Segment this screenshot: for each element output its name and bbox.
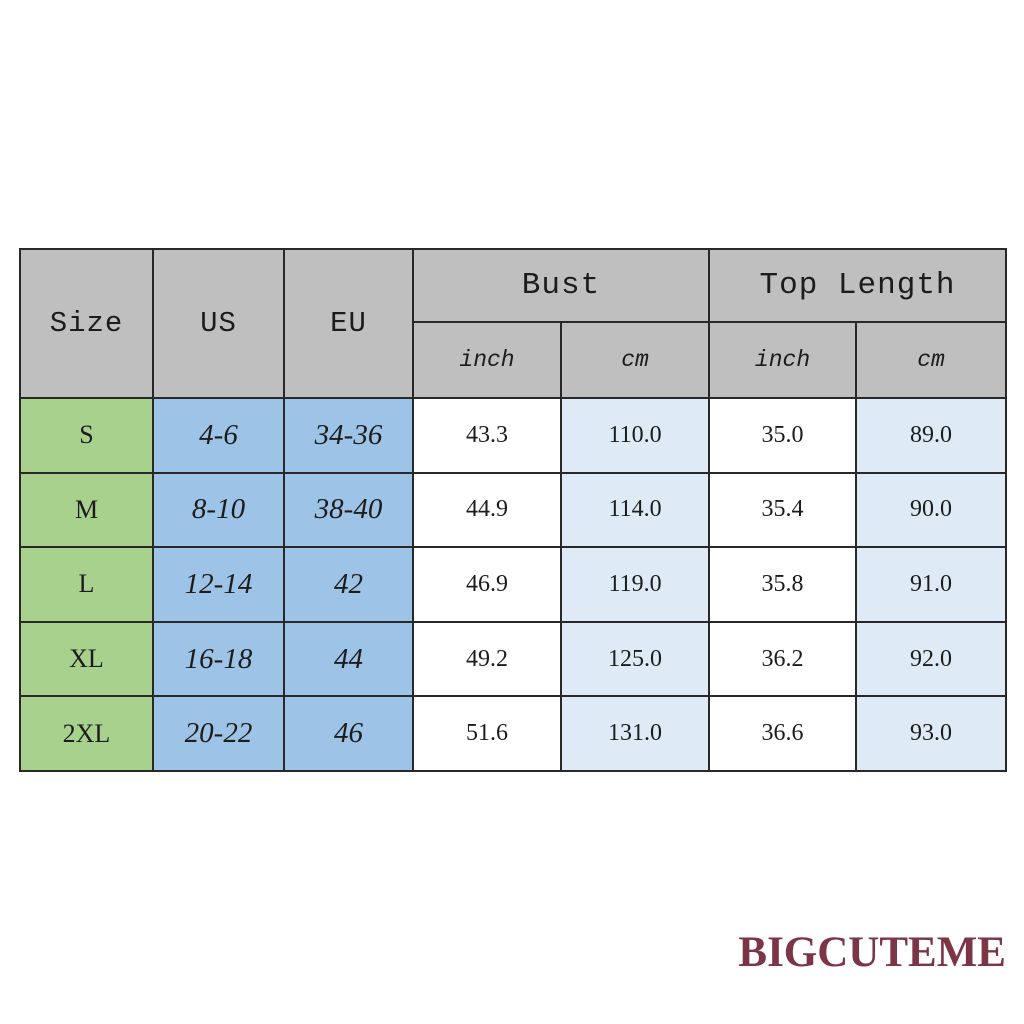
header-size: Size xyxy=(20,249,153,398)
top-length-inch-value: 36.2 xyxy=(709,622,856,697)
eu-value: 46 xyxy=(284,696,413,771)
us-value: 8-10 xyxy=(153,473,284,548)
header-eu: EU xyxy=(284,249,413,398)
header-us: US xyxy=(153,249,284,398)
size-label: XL xyxy=(20,622,153,697)
size-chart-table xyxy=(19,248,1007,772)
size-label: L xyxy=(20,547,153,622)
bust-cm-value: 131.0 xyxy=(561,696,709,771)
top-length-cm-value: 92.0 xyxy=(856,622,1006,697)
top-length-cm-value: 89.0 xyxy=(856,398,1006,473)
header-top-length-cm: cm xyxy=(856,322,1006,398)
top-length-inch-value: 36.6 xyxy=(709,696,856,771)
bust-inch-value: 51.6 xyxy=(413,696,561,771)
header-bust-inch: inch xyxy=(413,322,561,398)
header-top-length-inch: inch xyxy=(709,322,856,398)
table-row-2xl xyxy=(20,696,1006,771)
eu-value: 42 xyxy=(284,547,413,622)
header-bust: Bust xyxy=(413,249,709,322)
table-row-m xyxy=(20,473,1006,548)
top-length-cm-value: 91.0 xyxy=(856,547,1006,622)
top-length-cm-value: 93.0 xyxy=(856,696,1006,771)
header-top-length: Top Length xyxy=(709,249,1006,322)
size-label: 2XL xyxy=(20,696,153,771)
table-row-l xyxy=(20,547,1006,622)
top-length-inch-value: 35.8 xyxy=(709,547,856,622)
bust-cm-value: 110.0 xyxy=(561,398,709,473)
table-row-s xyxy=(20,398,1006,473)
bust-cm-value: 125.0 xyxy=(561,622,709,697)
bust-inch-value: 46.9 xyxy=(413,547,561,622)
bust-inch-value: 43.3 xyxy=(413,398,561,473)
bust-cm-value: 119.0 xyxy=(561,547,709,622)
us-value: 16-18 xyxy=(153,622,284,697)
size-label: S xyxy=(20,398,153,473)
us-value: 12-14 xyxy=(153,547,284,622)
top-length-cm-value: 90.0 xyxy=(856,473,1006,548)
us-value: 4-6 xyxy=(153,398,284,473)
bust-inch-value: 44.9 xyxy=(413,473,561,548)
bust-inch-value: 49.2 xyxy=(413,622,561,697)
eu-value: 34-36 xyxy=(284,398,413,473)
top-length-inch-value: 35.4 xyxy=(709,473,856,548)
header-bust-cm: cm xyxy=(561,322,709,398)
table-row-xl xyxy=(20,622,1006,697)
brand-watermark: BIGCUTEME xyxy=(738,929,1006,976)
eu-value: 38-40 xyxy=(284,473,413,548)
size-label: M xyxy=(20,473,153,548)
top-length-inch-value: 35.0 xyxy=(709,398,856,473)
bust-cm-value: 114.0 xyxy=(561,473,709,548)
eu-value: 44 xyxy=(284,622,413,697)
us-value: 20-22 xyxy=(153,696,284,771)
